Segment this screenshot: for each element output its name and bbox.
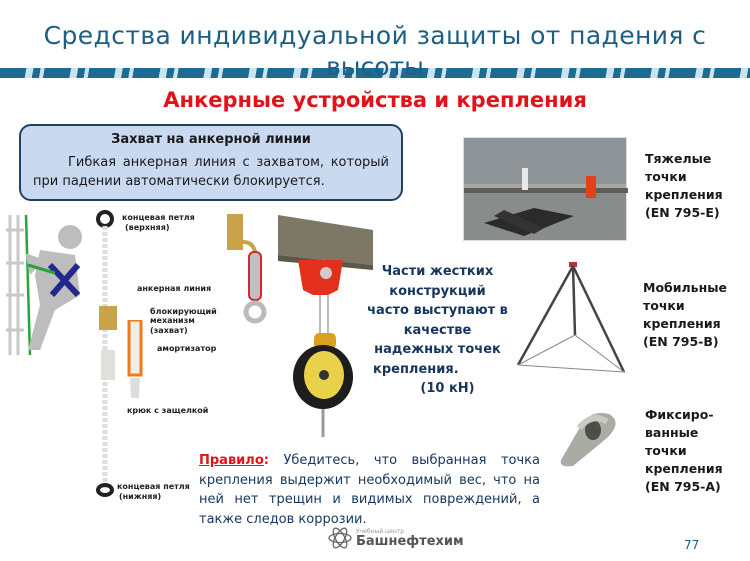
rigid-line: конструкций bbox=[389, 283, 486, 299]
label-hook: крюк с защелкой bbox=[127, 406, 209, 415]
ladder-climber-illustration bbox=[0, 215, 85, 355]
rule-text bbox=[199, 451, 540, 529]
label-locking-mech-2: механизм bbox=[150, 316, 195, 325]
rule-keyword: Правило bbox=[199, 453, 264, 468]
anchor-label-line: точки bbox=[643, 298, 685, 313]
label-top-loop-sub: (верхняя) bbox=[125, 223, 170, 232]
anchor-label-line: точки bbox=[645, 443, 687, 458]
anchor-rope-icon bbox=[95, 210, 125, 500]
anchor-label-heavy bbox=[645, 150, 723, 222]
rigid-line: качестве bbox=[403, 322, 472, 338]
eyebolt-photo bbox=[557, 408, 623, 468]
rigid-load: (10 кН) bbox=[420, 381, 475, 396]
label-anchor-line: анкерная линия bbox=[137, 284, 212, 293]
atom-icon bbox=[327, 526, 353, 550]
tripod-photo bbox=[512, 260, 630, 378]
logo-name: Башнефтехим bbox=[356, 534, 464, 549]
page-number: 77 bbox=[684, 538, 700, 552]
roof-anchor-scene-icon bbox=[464, 138, 628, 242]
anchor-label-line: (EN 795-B) bbox=[643, 334, 719, 349]
rule-body: Убедитесь, что выбранная точка крепления выдержит необходимый вес, что на ней нет трещин и видимых повреждений, а также следов коррозии. bbox=[199, 453, 540, 527]
callout-box bbox=[19, 124, 403, 201]
rule-colon: : bbox=[263, 453, 269, 468]
slide-subtitle: Анкерные устройства и крепления bbox=[163, 88, 587, 112]
title-line-2: высоты bbox=[326, 52, 424, 81]
anchor-label-line: Мобильные bbox=[643, 280, 727, 295]
slide-title bbox=[0, 18, 750, 54]
rigid-line: часто выступают в bbox=[367, 303, 508, 318]
label-bottom-loop: концевая петля bbox=[117, 482, 190, 491]
anchor-label-line: ванные bbox=[645, 425, 699, 440]
rigid-line: крепления. bbox=[373, 361, 459, 377]
anchor-label-line: крепления bbox=[645, 461, 723, 476]
anchor-label-line: (EN 795-A) bbox=[645, 479, 721, 494]
company-logo bbox=[327, 525, 464, 551]
label-locking-mech: блокирующий bbox=[150, 307, 217, 316]
anchor-label-mobile bbox=[643, 279, 727, 351]
label-absorber: амортизатор bbox=[157, 344, 217, 353]
anchor-label-line: Тяжелые bbox=[645, 151, 712, 166]
anchor-label-line: крепления bbox=[645, 187, 723, 202]
anchor-label-line: (EN 795-E) bbox=[645, 205, 720, 220]
callout-body: Гибкая анкерная линия с захватом, который при падении автоматически блокируется. bbox=[33, 155, 389, 189]
shock-absorber-icon bbox=[125, 320, 145, 400]
label-top-loop: концевая петля bbox=[122, 213, 195, 222]
title-line-1: Средства индивидуальной защиты от падения с bbox=[43, 21, 707, 50]
label-bottom-loop-sub: (нижняя) bbox=[119, 492, 162, 501]
anchor-label-line: крепления bbox=[643, 316, 721, 331]
anchor-label-line: точки bbox=[645, 169, 687, 184]
logo-small-text: Учебный центр bbox=[356, 528, 405, 535]
callout-heading: Захват на анкерной линии bbox=[111, 132, 311, 147]
rigid-structures-text bbox=[365, 262, 510, 399]
label-locking-mech-3: (захват) bbox=[150, 326, 188, 335]
rope-grab-lanyard-image bbox=[225, 212, 270, 327]
roof-anchor-photo bbox=[463, 137, 627, 241]
rigid-line: Части жестких bbox=[381, 264, 494, 279]
anchor-label-line: Фиксиро- bbox=[645, 407, 714, 422]
rigid-line: надежных точек bbox=[374, 342, 501, 357]
beam-trolley-retractable-image bbox=[278, 215, 373, 445]
anchor-label-fixed bbox=[645, 406, 723, 496]
